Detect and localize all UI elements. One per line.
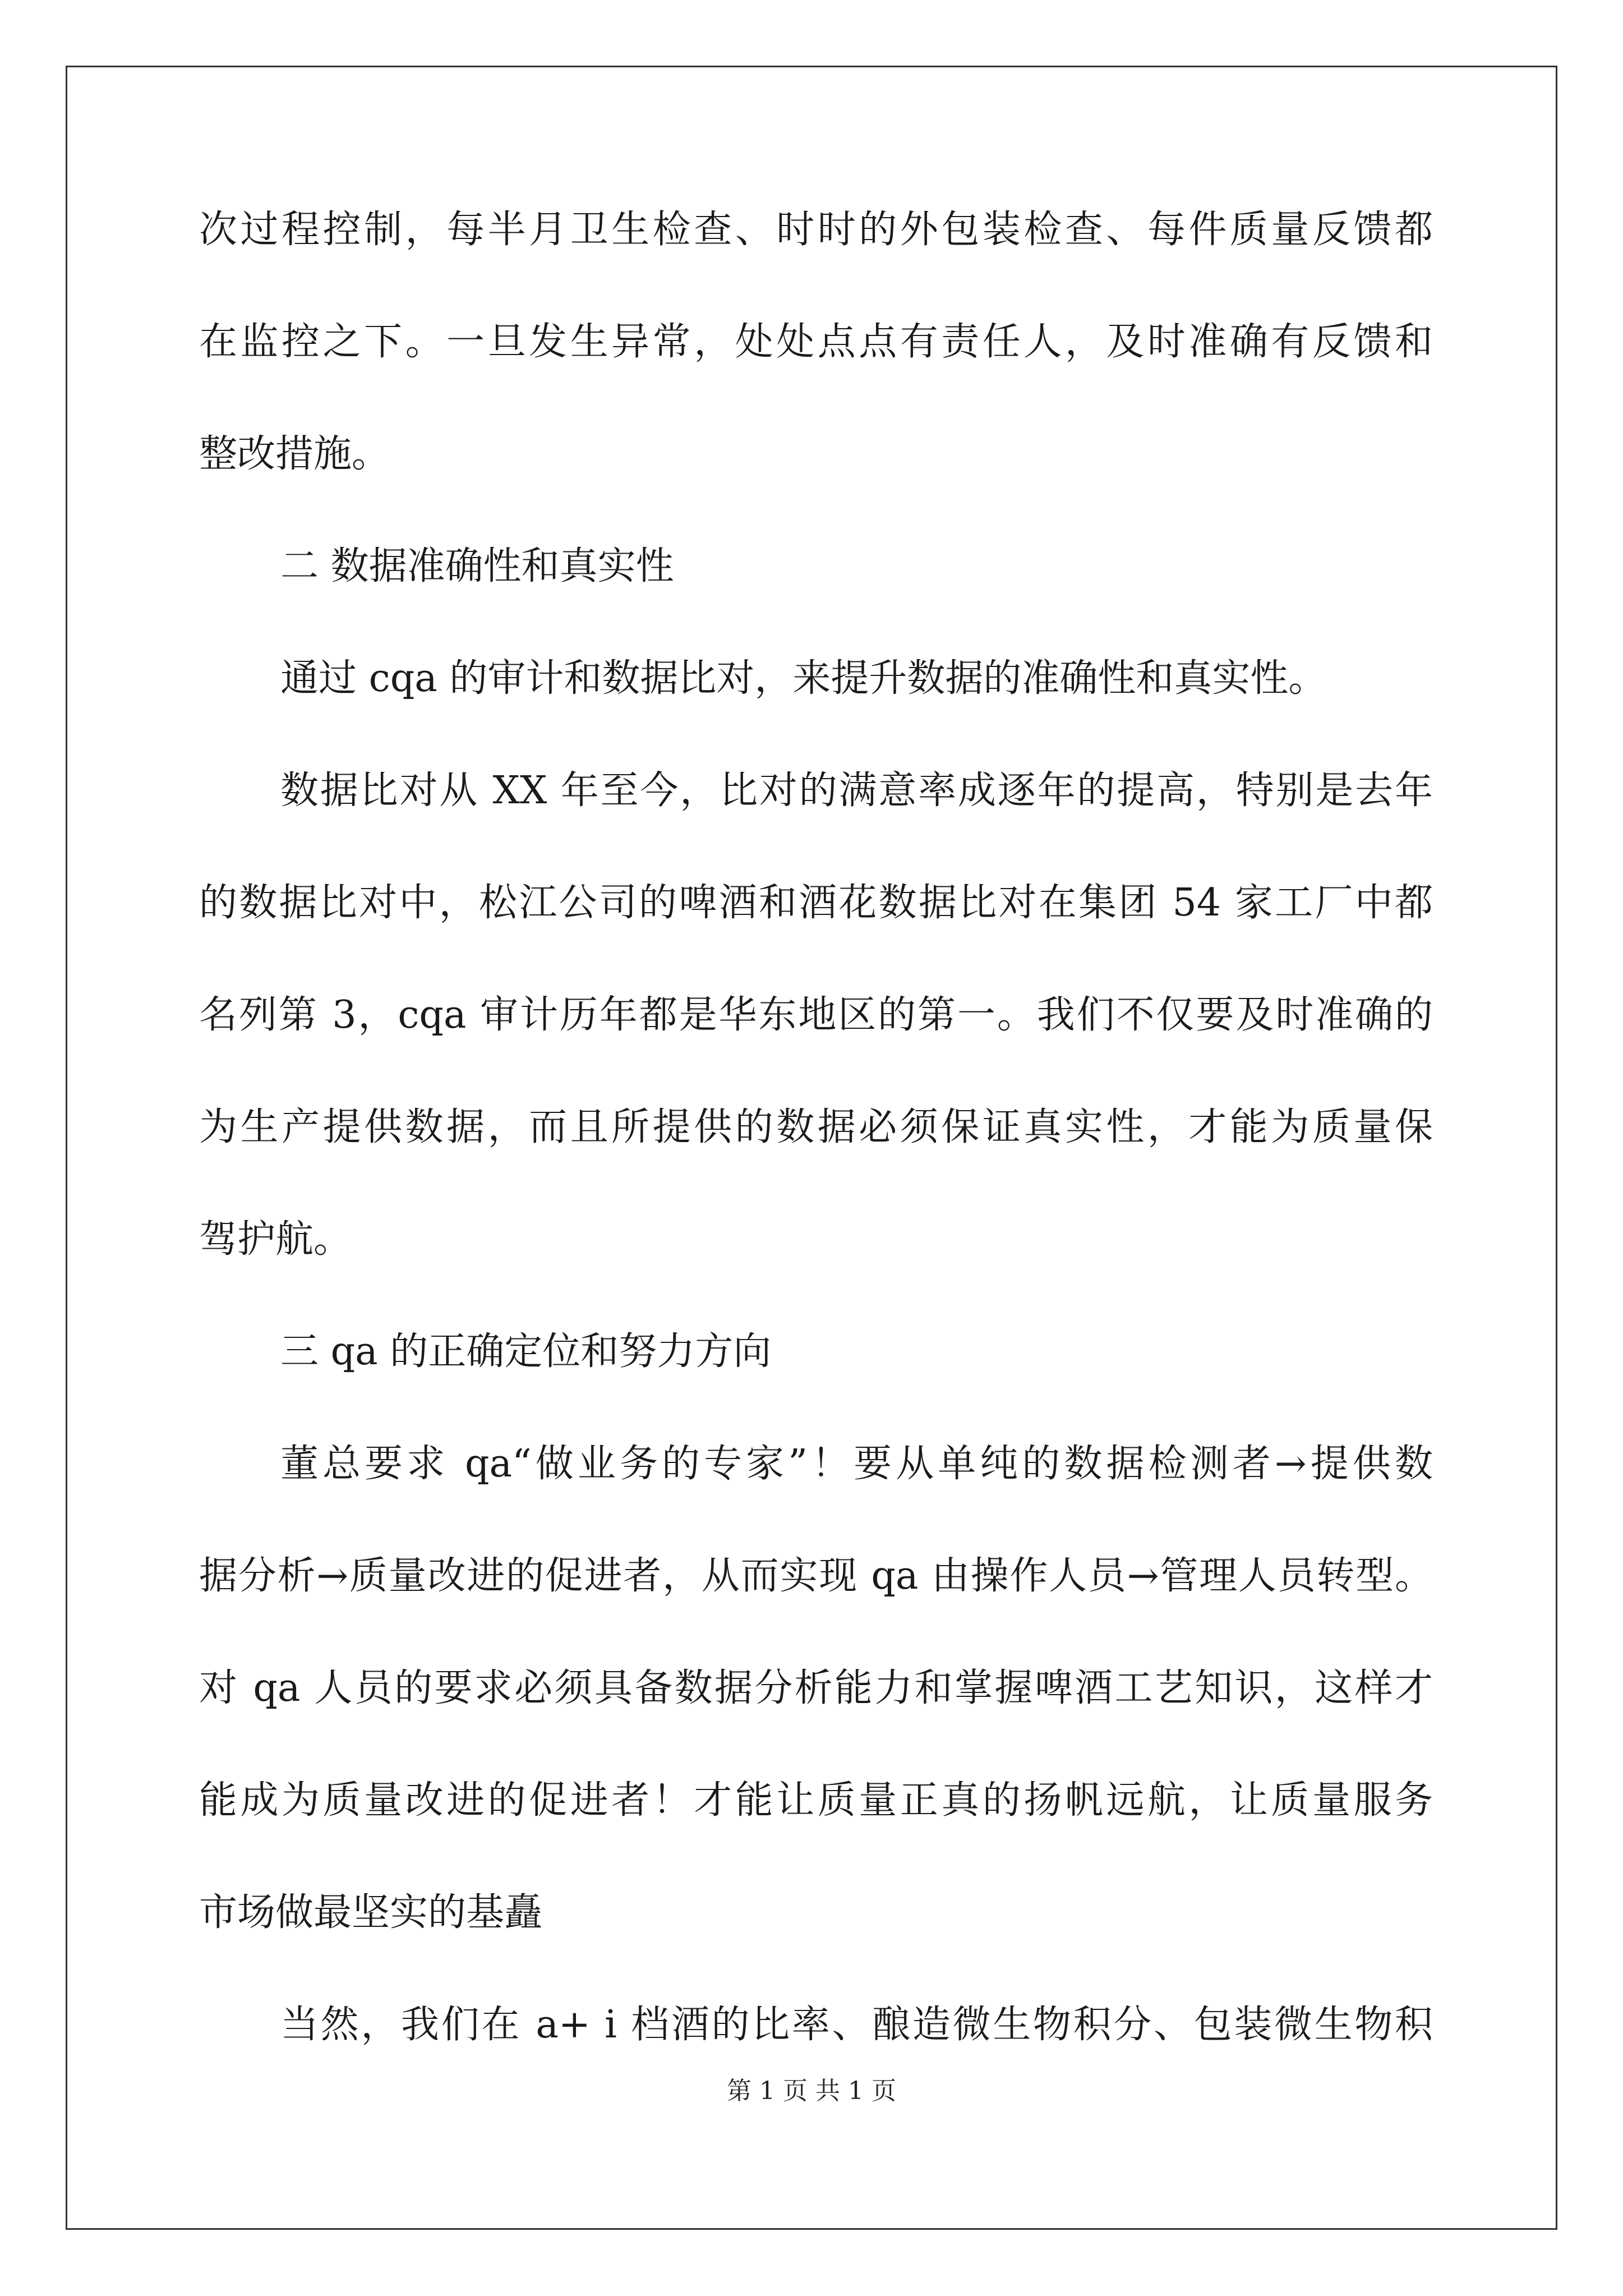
text-line: 次过程控制，每半月卫生检查、时时的外包装检查、每件质量反馈都 — [199, 208, 1433, 252]
text-line: 对 qa 人员的要求必须具备数据分析能力和掌握啤酒工艺知识，这样才 — [199, 1666, 1433, 1710]
text-line: 数据比对从 XX 年至今，比对的满意率成逐年的提高，特别是去年 — [280, 769, 1433, 813]
text-line: 名列第 3，cqa 审计历年都是华东地区的第一。我们不仅要及时准确的 — [199, 993, 1433, 1037]
text-line: 的数据比对中，松江公司的啤酒和酒花数据比对在集团 54 家工厂中都 — [199, 881, 1433, 925]
page-footer: 第 1 页 共 1 页 — [727, 2077, 896, 2105]
section-heading: 三 qa 的正确定位和努力方向 — [280, 1329, 772, 1374]
text-line: 整改措施。 — [199, 432, 390, 476]
text-line: 据分析→质量改进的促进者，从而实现 qa 由操作人员→管理人员转型。 — [199, 1554, 1433, 1598]
text-line: 市场做最坚实的基矗 — [199, 1890, 543, 1935]
section-heading: 二 数据准确性和真实性 — [280, 544, 674, 588]
text-line: 驾护航。 — [199, 1217, 352, 1262]
text-line: 当然，我们在 a+ i 档酒的比率、酿造微生物积分、包装微生物积 — [280, 2003, 1433, 2047]
text-line: 为生产提供数据，而且所提供的数据必须保证真实性，才能为质量保 — [199, 1105, 1433, 1149]
text-line: 在监控之下。一旦发生异常，处处点点有责任人，及时准确有反馈和 — [199, 320, 1433, 364]
text-line: 能成为质量改进的促进者！才能让质量正真的扬帆远航，让质量服务 — [199, 1778, 1433, 1823]
text-line: 通过 cqa 的审计和数据比对，来提升数据的准确性和真实性。 — [280, 656, 1327, 701]
text-line: 董总要求 qa“做业务的专家”！要从单纯的数据检测者→提供数 — [280, 1442, 1433, 1486]
